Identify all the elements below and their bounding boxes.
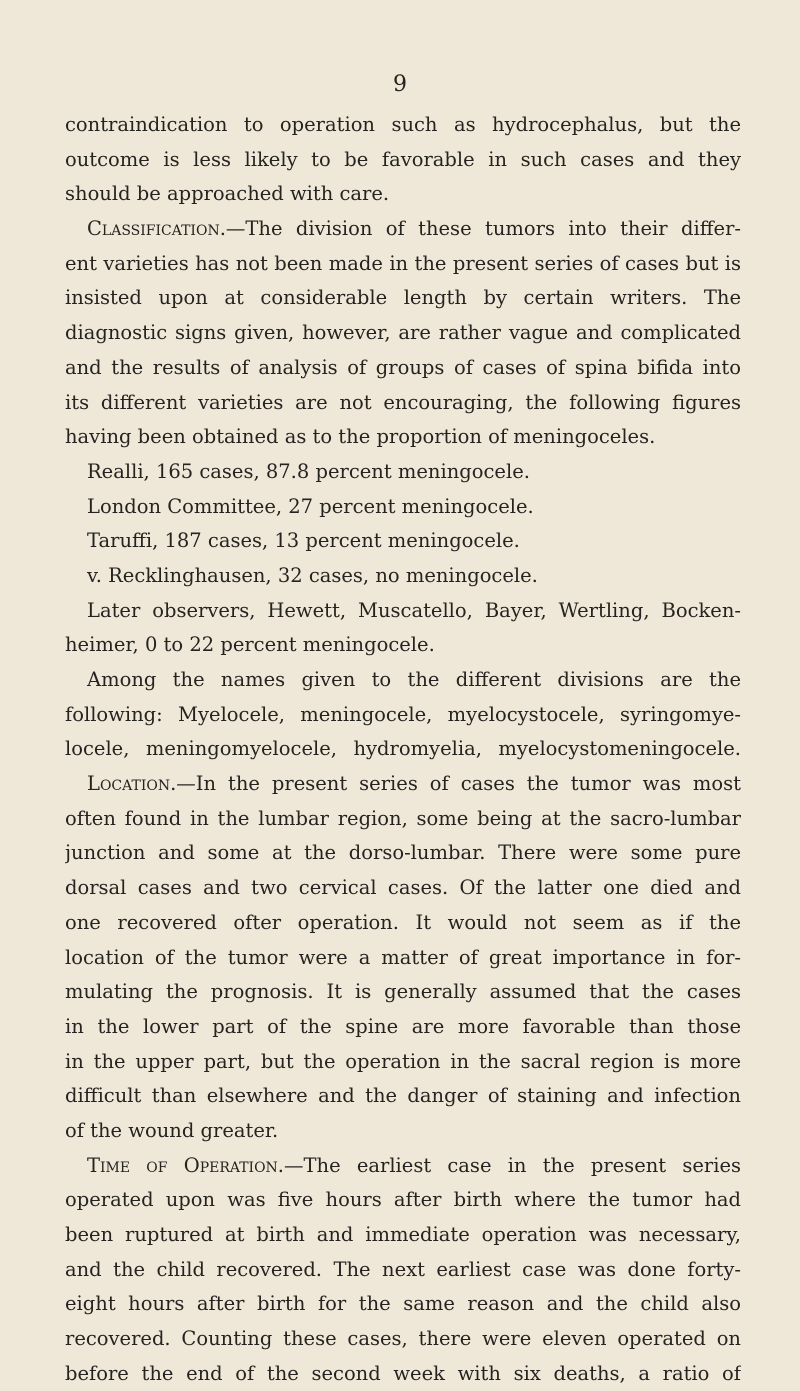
line-text: locele, meningomyelocele, hydromyelia, myelocystomeningocele.	[65, 737, 741, 761]
line-text: v. Recklinghausen, 32 cases, no meningocele.	[87, 563, 538, 587]
line-text: Realli, 165 cases, 87.8 percent meningocele.	[87, 459, 530, 483]
text-line	[65, 1183, 741, 1218]
text-line	[65, 1218, 741, 1253]
line-text: one recovered ofter operation. It would not seem as if the	[65, 910, 741, 934]
line-text: before the end of the second week with six deaths, a ratio of	[65, 1361, 741, 1385]
line-text: often found in the lumbar region, some being at the sacro-lumbar	[65, 806, 741, 830]
line-text: should be approached with care.	[65, 182, 390, 206]
text-line	[65, 524, 741, 559]
text-line	[65, 490, 741, 525]
text-line	[65, 351, 741, 386]
text-line	[65, 108, 741, 143]
line-text: Among the names given to the different divisions are the	[87, 668, 741, 691]
line-text: operated upon was five hours after birth where the tumor had	[65, 1188, 741, 1212]
text-line	[65, 281, 741, 316]
line-text: dorsal cases and two cervical cases. Of the latter one died and	[65, 876, 741, 900]
section-heading: Location.	[87, 772, 177, 796]
line-text: contraindication to operation such as hydrocephalus, but the	[65, 113, 741, 136]
text-line	[65, 594, 741, 629]
text-line	[65, 663, 741, 698]
line-text: outcome is less likely to be favorable in such cases and they	[65, 147, 741, 171]
line-text: ent varieties has not been made in the present series of cases but is	[65, 251, 741, 275]
text-line	[65, 247, 741, 282]
line-text: Taruffi, 187 cases, 13 percent meningocele.	[87, 529, 520, 553]
line-text: diagnostic signs given, however, are rather vague and complicated	[65, 321, 741, 345]
text-line	[65, 1357, 741, 1391]
text-line	[65, 975, 741, 1010]
text-line	[65, 732, 741, 767]
line-text: in the upper part, but the operation in the sacral region is more	[65, 1049, 741, 1073]
text-line	[65, 871, 741, 906]
line-text: London Committee, 27 percent meningocele.	[87, 494, 534, 518]
line-text: location of the tumor were a matter of great importance in for-	[65, 945, 741, 969]
line-text: and the child recovered. The next earliest case was done forty-	[65, 1257, 741, 1281]
line-text: —The division of these tumors into their differ-	[225, 217, 741, 241]
text-line	[65, 455, 741, 490]
text-line	[65, 386, 741, 421]
text-line	[65, 698, 741, 733]
text-line	[65, 628, 741, 663]
line-text: of the wound greater.	[65, 1118, 279, 1142]
line-text: —In the present series of cases the tumor was most	[176, 772, 741, 796]
line-text: following: Myelocele, meningocele, myelocystocele, syringomye-	[65, 702, 741, 726]
section-heading: Classification.	[87, 217, 226, 241]
text-line	[65, 1149, 741, 1184]
line-text: Later observers, Hewett, Muscatello, Bayer, Wertling, Bocken-	[87, 598, 741, 622]
text-line	[65, 1287, 741, 1322]
text-line	[65, 1322, 741, 1357]
text-line	[65, 1045, 741, 1080]
page-number: 9	[393, 72, 407, 97]
text-line	[65, 836, 741, 871]
text-line	[65, 143, 741, 178]
text-line	[65, 559, 741, 594]
line-text: and the results of analysis of groups of cases of spina bifida into	[65, 355, 741, 379]
text-line	[65, 941, 741, 976]
line-text: in the lower part of the spine are more favorable than those	[65, 1014, 741, 1038]
line-text: eight hours after birth for the same reason and the child also	[65, 1292, 741, 1316]
text-line	[65, 1079, 741, 1114]
line-text: —The earliest case in the present series	[284, 1153, 741, 1177]
line-text: junction and some at the dorso-lumbar. There were some pure	[65, 841, 741, 865]
text-line	[65, 767, 741, 802]
line-text: mulating the prognosis. It is generally assumed that the cases	[65, 980, 741, 1004]
line-text: recovered. Counting these cases, there were eleven operated on	[65, 1327, 741, 1351]
line-text: insisted upon at considerable length by certain writers. The	[65, 286, 741, 310]
text-line	[65, 420, 741, 455]
line-text: heimer, 0 to 22 percent meningocele.	[65, 633, 435, 657]
section-heading: Time of Operation.	[87, 1153, 285, 1177]
text-line	[65, 1114, 741, 1149]
text-line	[65, 1010, 741, 1045]
line-text: been ruptured at birth and immediate operation was necessary,	[65, 1223, 741, 1246]
line-text: its different varieties are not encouraging, the following figures	[65, 390, 741, 414]
text-line	[65, 212, 741, 247]
text-line	[65, 906, 741, 941]
line-text: having been obtained as to the proportion of meningoceles.	[65, 425, 656, 449]
text-line	[65, 802, 741, 837]
text-line	[65, 316, 741, 351]
text-line	[65, 1253, 741, 1288]
line-text: difficult than elsewhere and the danger of staining and infection	[65, 1084, 741, 1108]
text-line	[65, 177, 741, 212]
body-text	[65, 108, 741, 1391]
